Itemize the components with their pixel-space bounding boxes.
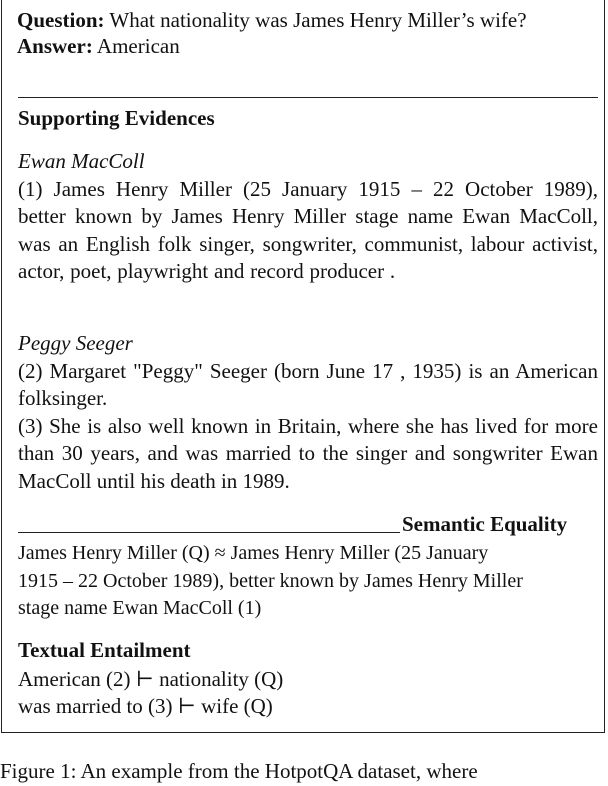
textual-entailment-title: Textual Entailment xyxy=(18,638,191,662)
answer-text: American xyxy=(96,34,180,58)
semantic-equality-line: 1915 – 22 October 1989), better known by James Henry Miller xyxy=(18,569,523,592)
semantic-equality-line: James Henry Miller (Q) ≈ James Henry Miller (25 January xyxy=(18,542,489,564)
answer-label: Answer: xyxy=(17,34,93,58)
divider xyxy=(18,97,598,98)
entity-title: Peggy Seeger xyxy=(18,331,133,355)
evidence-sentence-2: (2) Margaret "Peggy" Seeger (born June 17 , 1935) is an American folksinger. xyxy=(18,358,598,410)
evidence-sentence-3: (3) She is also well known in Britain, where she has lived for more than 30 years, and was married to the singer and songwriter Ewan MacColl until his death in 1989. xyxy=(18,413,598,493)
semantic-equality-line: stage name Ewan MacColl (1) xyxy=(18,597,262,619)
question-answer-block xyxy=(17,6,527,61)
question-line xyxy=(17,6,527,35)
textual-entailment-line: was married to (3) ⊢ wife (Q) xyxy=(18,694,273,718)
semantic-equality-body xyxy=(18,540,608,623)
supporting-evidences-title: Supporting Evidences xyxy=(18,106,215,130)
entity-title: Ewan MacColl xyxy=(18,149,145,173)
divider xyxy=(18,532,400,533)
answer-line xyxy=(17,32,527,61)
textual-entailment-line: American (2) ⊢ nationality (Q) xyxy=(18,667,284,691)
semantic-equality-title: Semantic Equality xyxy=(402,512,568,536)
evidence-entity-1 xyxy=(18,148,598,286)
textual-entailment-body xyxy=(18,666,283,720)
figure-caption: Figure 1: An example from the HotpotQA dataset, where xyxy=(0,759,478,783)
evidence-sentence-1: (1) James Henry Miller (25 January 1915 – 22 October 1989), better known by James Henry Miller stage name Ewan MacColl, was an English folk singer, songwriter, communist, labour activist, actor, poet, playwright and record producer . xyxy=(18,176,598,283)
question-text: What nationality was James Henry Miller’s wife? xyxy=(109,8,527,32)
evidence-entity-2 xyxy=(18,330,598,495)
question-label: Question: xyxy=(17,8,105,32)
